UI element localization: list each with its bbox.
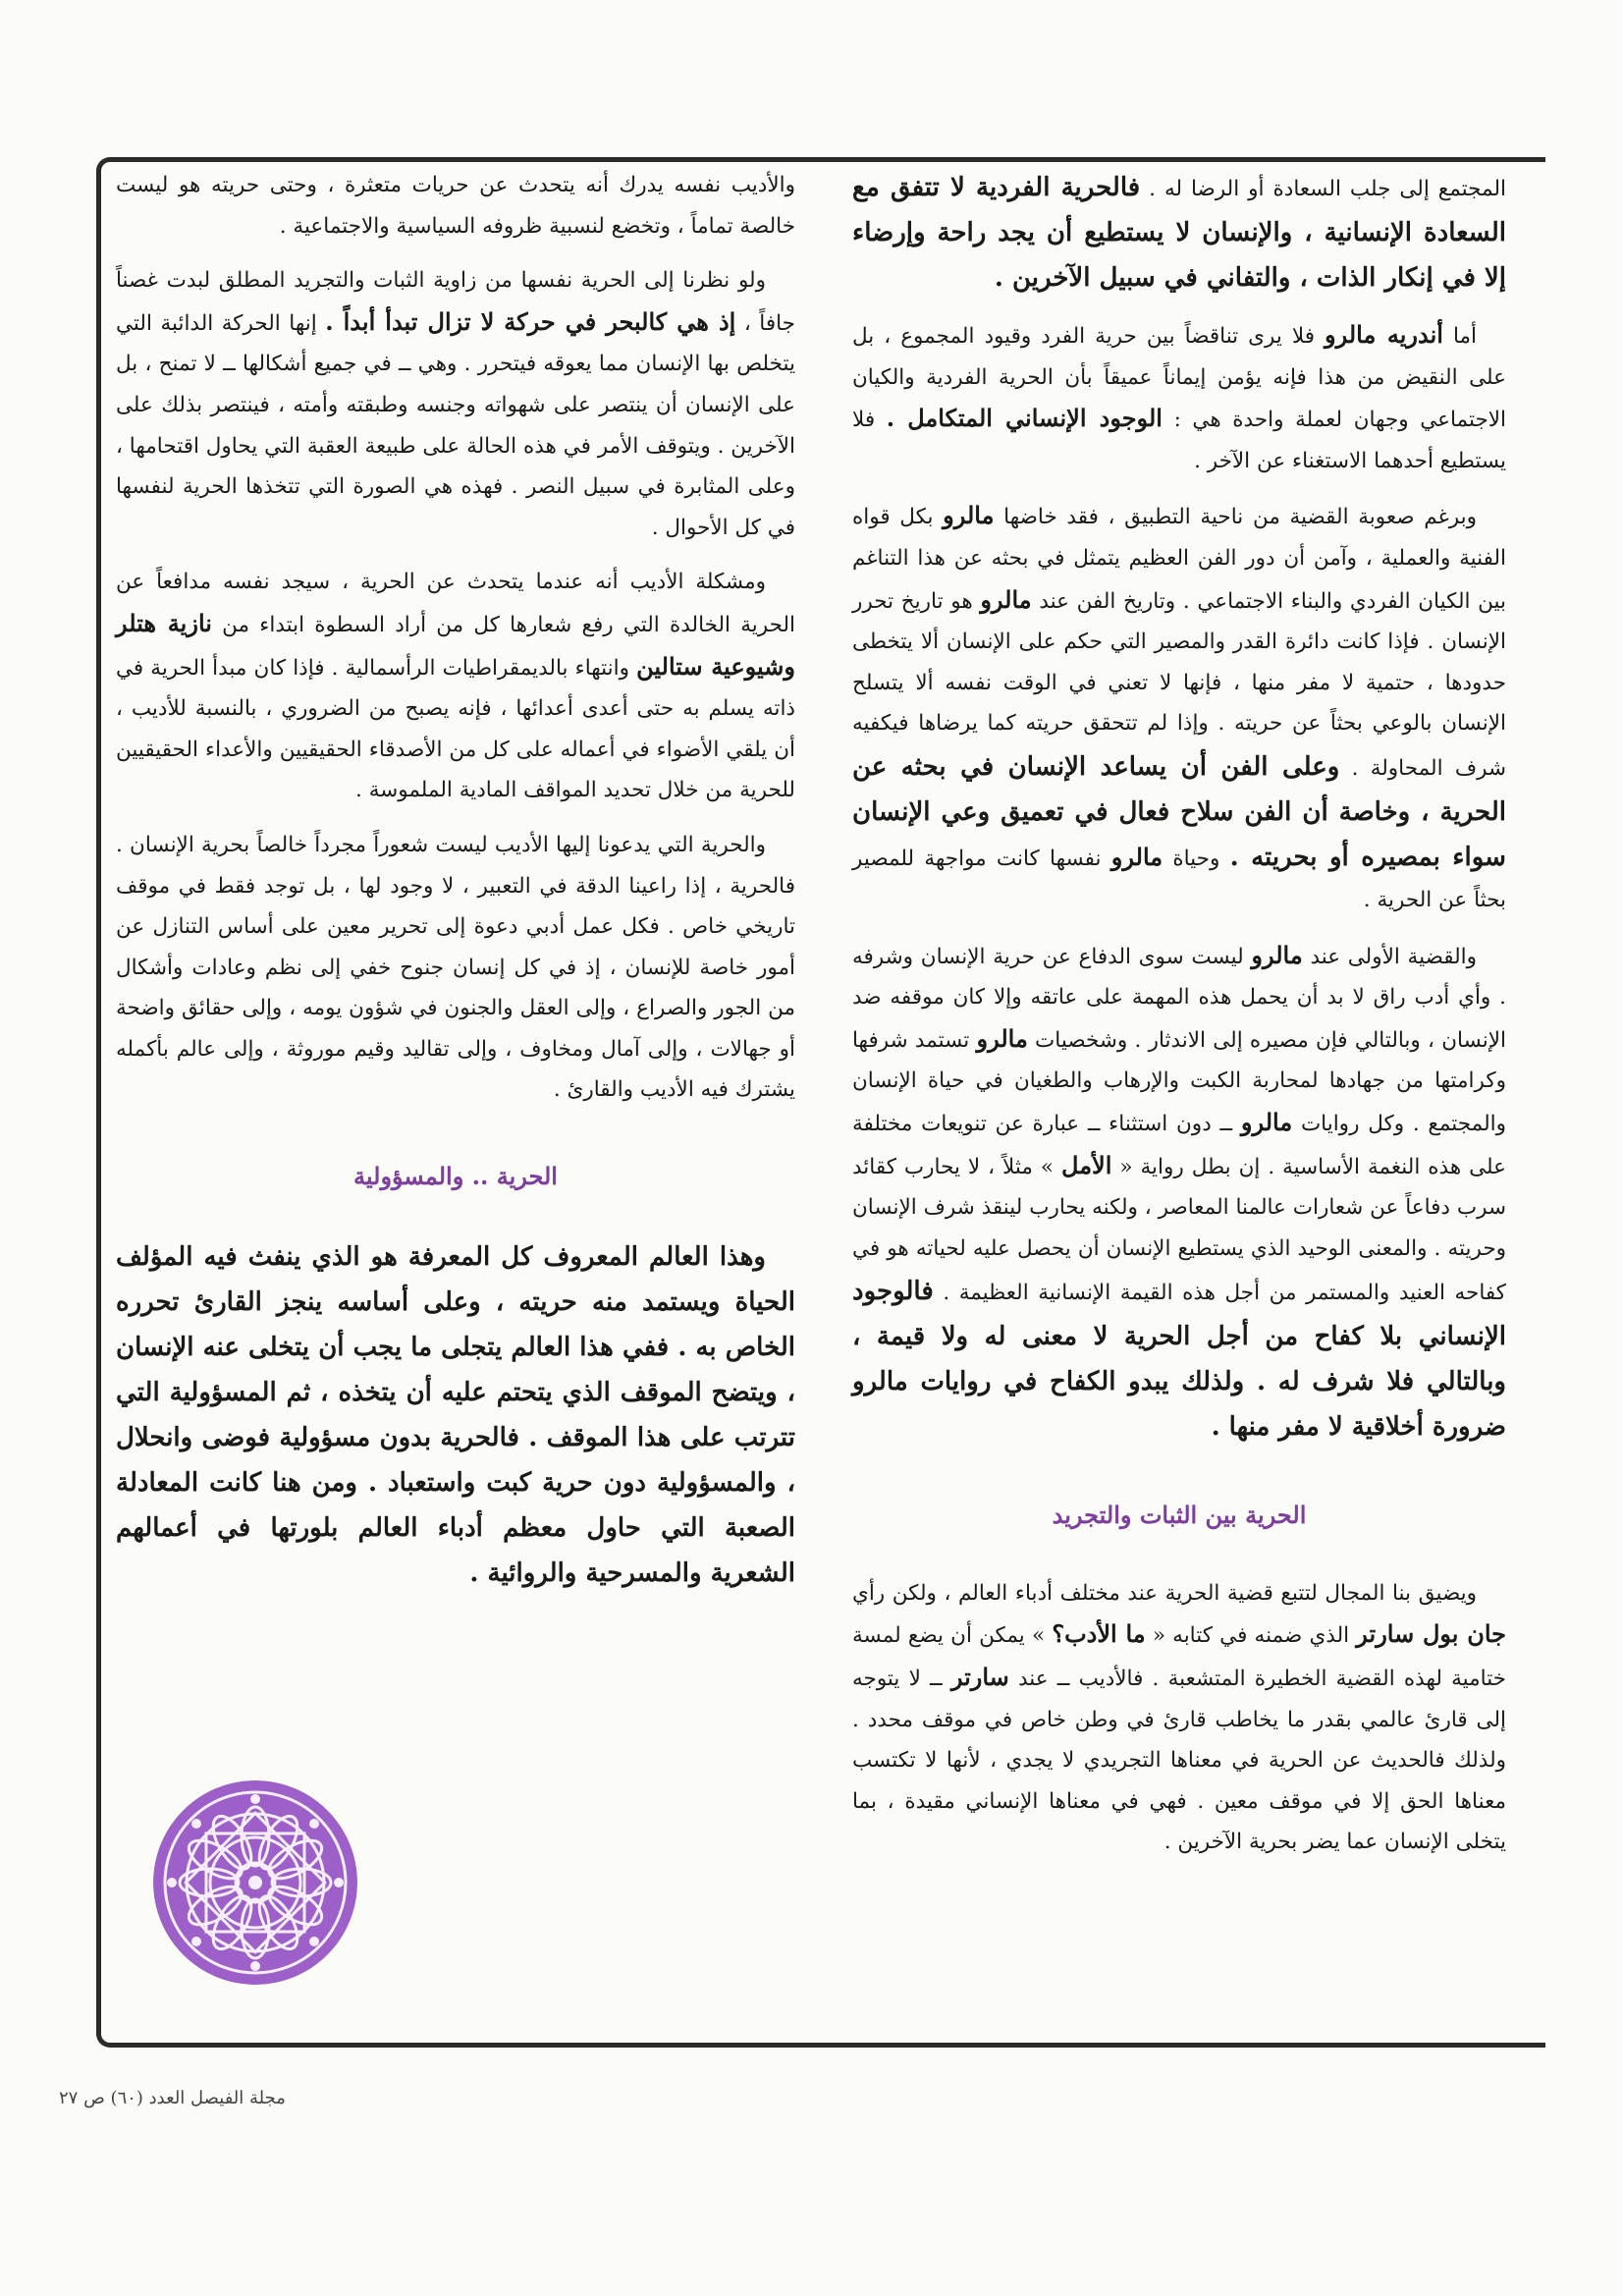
paragraph: والأديب نفسه يدرك أنه يتحدث عن حريات متعثرة ، وحتى حريته هو ليست خالصة تماماً ، وتخضع لنسبية ظروفه السياسية والاجتماعية . — [116, 173, 795, 239]
paragraph: ولو نظرنا إلى الحرية نفسها من زاوية الثبات والتجريد المطلق لبدت غصناً جافاً ، إذ هي كالبحر في حركة لا تزال تبدأ أبداً . إنها الحركة الدائبة التي يتخلص بها الإنسان مما يعوقه فيتحرر . وهي ــ في جميع أشكالها ــ لا تمنح ، بل على الإنسان أن ينتصر على شهواته وجنسه وطبقته وأمته ، فينتصر بذلك على الآخرين . ويتوقف الأمر في هذه الحالة على طبيعة العقبة التي يحاول اقتحامها ، وعلى المثابرة في سبيل النصر . فهذه هي الصورة التي تتخذها الحرية لنفسها في كل الأحوال . — [116, 268, 795, 540]
paragraph: ومشكلة الأديب أنه عندما يتحدث عن الحرية ، سيجد نفسه مدافعاً عن الحرية الخالدة التي رفع شعارها كل من أراد السطوة ابتداء من نازية هتلر وشيوعية ستالين وانتهاء بالديمقراطيات الرأسمالية . فإذا كان مبدأ الحرية في ذاته يسلم به حتى أعدى أعدائها ، فإنه يصبح من الضروري ، بالنسبة للأديب ، أن يلقي الأضواء في أعماله على كل من الأصدقاء الحقيقيين والأعداء الحقيقيين للحرية من خلال تحديد المواقف المادية الملموسة . — [116, 570, 796, 803]
left-column — [116, 165, 795, 1610]
bold-statement: وعلى الفن أن يساعد الإنسان في بحثه عن الحرية ، وخاصة أن الفن سلاح فعال في تعميق وعي الإنسان سواء بمصيره أو بحريته . — [852, 751, 1506, 872]
page-footer: مجلة الفيصل العدد (٦٠) ص ٢٧ — [59, 2088, 286, 2108]
book-title: ما الأدب؟ — [1052, 1619, 1146, 1649]
bold-statement: فالحرية الفردية لا تتفق مع السعادة الإنسانية ، والإنسان لا يستطيع أن يجد راحة وإرضاء إلا في إنكار الذات ، والتفاني في سبيل الآخرين . — [852, 173, 1506, 293]
author-name: جان بول سارتر — [1356, 1619, 1506, 1649]
author-name: مالرو — [1240, 1107, 1293, 1136]
section-heading: الحرية .. والمسؤولية — [353, 1162, 558, 1191]
author-name: سارتر — [950, 1663, 1009, 1692]
paragraph: المجتمع إلى جلب السعادة أو الرضا له . فالحرية الفردية لا تتفق مع السعادة الإنسانية ، والإنسان لا يستطيع أن يجد راحة وإرضاء إلا في إنكار الذات ، والتفاني في سبيل الآخرين . — [852, 173, 1506, 293]
book-title: الأمل — [1061, 1150, 1112, 1179]
paragraph: ويضيق بنا المجال لتتبع قضية الحرية عند مختلف أدباء العالم ، ولكن رأي جان بول سارتر الذي ضمنه في كتابه « ما الأدب؟ » يمكن أن يضع لمسة ختامية لهذه القضية الخطيرة المتشعبة . فالأديب ــ عند سارتر ــ لا يتوجه إلى قارئ عالمي بقدر ما يخاطب قارئ في وطن خاص في موقف محدد . ولذلك فالحديث عن الحرية في معناها التجريدي لا يجدي ، لأنها لا تكتسب معناها الحق إلا في موقف معين . فهي في معناها الإنساني مقيدة ، بما يتخلى الإنسان عما يضر بحرية الآخرين . — [852, 1580, 1506, 1855]
author-name: مالرو — [976, 1023, 1028, 1053]
bold-statement: فالوجود الإنساني بلا كفاح من أجل الحرية لا معنى له ولا قيمة ، وبالتالي فلا شرف له . ولذلك يبدو الكفاح في روايات مالرو ضرورة أخلاقية لا مفر منها . — [852, 1277, 1506, 1443]
author-name: مالرو — [1251, 940, 1303, 969]
author-name: مالرو — [980, 584, 1032, 614]
right-column — [852, 165, 1506, 1877]
author-name: أندريه مالرو — [1325, 320, 1443, 349]
section-heading: الحرية بين الثبات والتجريد — [1052, 1501, 1307, 1530]
bold-paragraph: وهذا العالم المعروف كل المعرفة هو الذي ينفث فيه المؤلف الحياة ويستمد منه حريته ، وعلى أساسه ينجز القارئ تحرره الخاص به . ففي هذا العالم يتجلى ما يجب أن يتخلى عنه الإنسان ، ويتضح الموقف الذي يتحتم عليه أن يتخذه ، ثم المسؤولية التي تترتب على هذا الموقف . فالحرية بدون مسؤولية فوضى وانحلال ، والمسؤولية دون حرية كبت واستعباد . ومن هنا كانت المعادلة الصعبة التي حاول معظم أدباء العالم بلورتها في أعمالهم الشعرية والمسرحية والروائية . — [116, 1241, 795, 1588]
paragraph: والحرية التي يدعونا إليها الأديب ليست شعوراً مجرداً خالصاً بحرية الإنسان . فالحرية ، إذا راعينا الدقة في التعبير ، لا وجود لها ، بل توجد فقط في موقف تاريخي خاص . فكل عمل أدبي دعوة إلى تحرير معين على أساس التنازل عن أمور خاصة للإنسان ، إذ في كل إنسان جنوح خفي إلى نظم وعادات وأشكال من الجور والصراع ، وإلى العقل والجنون في شؤون يومه ، وإلى حقائق واضحة أو جهالات ، وإلى آمال ومخاوف ، وإلى تقاليد وقيم موروثة ، وإلى عالم بأكمله يشترك فيه الأديب والقارئ . — [116, 832, 795, 1103]
author-name: مالرو — [943, 501, 995, 530]
author-name: مالرو — [1110, 842, 1163, 871]
bold-phrase: إذ هي كالبحر في حركة لا تزال تبدأ أبداً . — [325, 306, 736, 336]
paragraph: وبرغم صعوبة القضية من ناحية التطبيق ، فقد خاضها مالرو بكل قواه الفنية والعملية ، وآمن أن دور الفن العظيم يتمثل في بحثه عن هذا التناغم بين الكيان الفردي والبناء الاجتماعي . وتاريخ الفن عند مالرو هو تاريخ تحرر الإنسان . فإذا كانت دائرة القدر والمصير التي حكم على الإنسان ألا يتخطى حدودها ، حتمية لا مفر منها ، فإنها لا تعني في الوقت نفسه ألا يتسلح الإنسان بالوعي بحثاً عن حريته . وإذا لم تتحقق حريته كما يرضاها فيكفيه شرف المحاولة . وعلى الفن أن يساعد الإنسان في بحثه عن الحرية ، وخاصة أن الفن سلاح فعال في تعميق وعي الإنسان سواء بمصيره أو بحريته . وحياة مالرو نفسها كانت مواجهة للمصير بحثاً عن الحرية . — [852, 501, 1506, 912]
bold-phrase: نازية هتلر وشيوعية ستالين — [116, 608, 796, 681]
paragraph: والقضية الأولى عند مالرو ليست سوى الدفاع عن حرية الإنسان وشرفه . وأي أدب راق لا بد أن يحمل هذه المهمة على عاتقه وإلا كان موقفه ضد الإنسان ، وبالتالي فإن مصيره إلى الاندثار . وشخصيات مالرو تستمد شرفها وكرامتها من جهادها لمحاربة الكبت والإرهاب والطغيان في حياة الإنسان والمجتمع . وكل روايات مالرو ــ دون استثناء ــ عبارة عن تنويعات مختلفة على هذه النغمة الأساسية . إن بطل رواية « الأمل » مثلاً ، لا يحارب كقائد سرب دفاعاً عن شعارات عالمنا المعاصر ، ولكنه يحارب لينقذ شرف الإنسان وحريته . والمعنى الوحيد الذي يستطيع الإنسان أن يحصل عليه لحياته هو في كفاحه العنيد والمستمر من أجل هذه القيمة الإنسانية العظيمة . فالوجود الإنساني بلا كفاح من أجل الحرية لا معنى له ولا قيمة ، وبالتالي فلا شرف له . ولذلك يبدو الكفاح في روايات مالرو ضرورة أخلاقية لا مفر منها . — [852, 940, 1507, 1443]
arabesque-rosette-icon — [152, 1779, 358, 1986]
paragraph: أما أندريه مالرو فلا يرى تناقضاً بين حرية الفرد وقيود المجموع ، بل على النقيض من هذا فإنه يؤمن إيماناً عميقاً بأن الحرية الفردية والكيان الاجتماعي وجهان لعملة واحدة هي : الوجود الإنساني المتكامل . فلا يستطيع أحدهما الاستغناء عن الآخر . — [852, 320, 1506, 473]
bold-phrase: الوجود الإنساني المتكامل . — [886, 404, 1163, 433]
